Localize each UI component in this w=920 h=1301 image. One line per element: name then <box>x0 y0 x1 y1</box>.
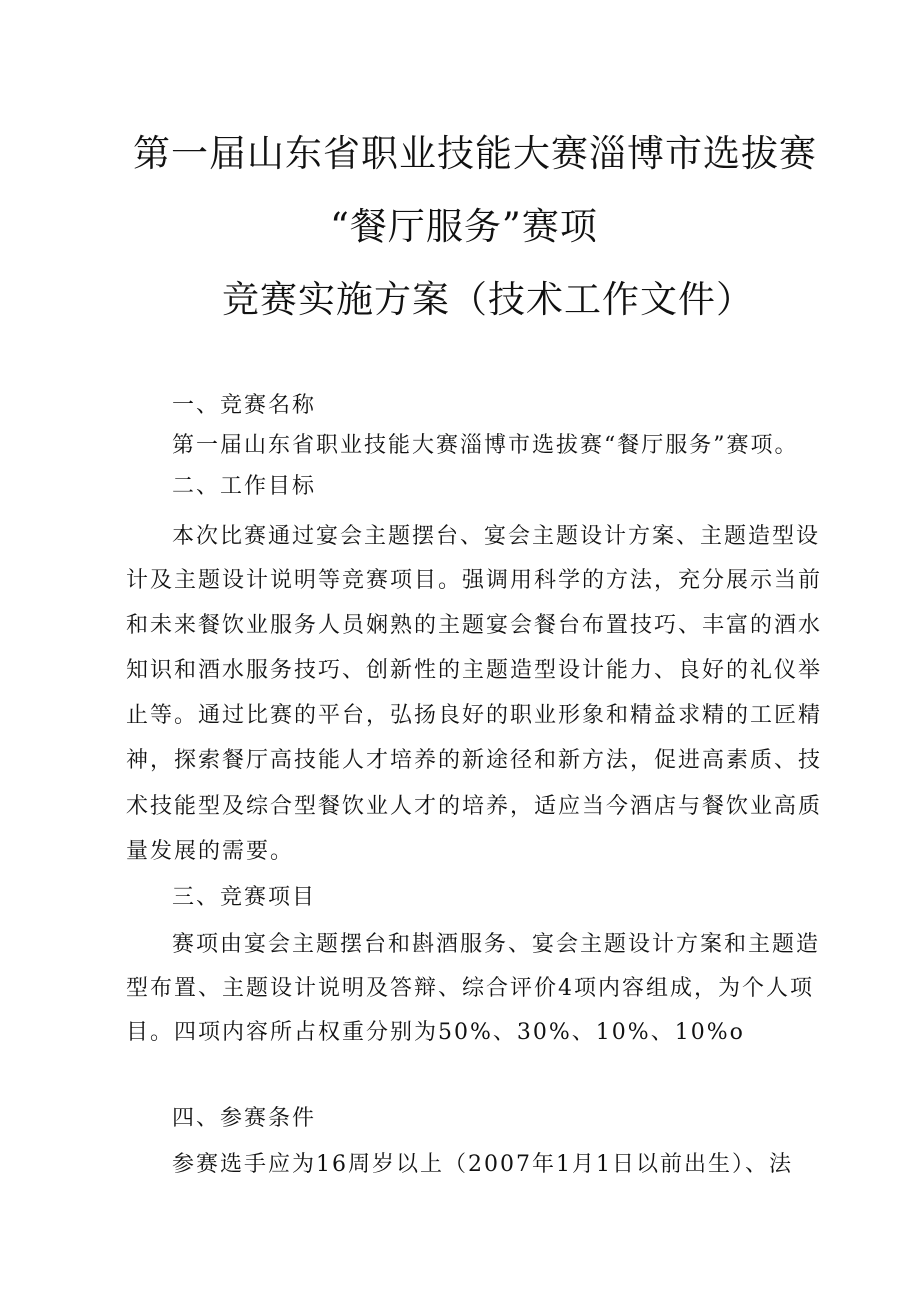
section-2-paragraph-line-4: 知识和酒水服务技巧、创新性的主题造型设计能力、良好的礼仪举 <box>126 658 823 683</box>
section-2-paragraph-line-1: 本次比赛通过宴会主题摆台、宴会主题设计方案、主题造型设 <box>172 524 821 549</box>
section-3-paragraph-line-2: 型布置、主题设计说明及答辩、综合评价4项内容组成，为个人项 <box>126 976 814 1001</box>
section-2-paragraph-line-8: 量发展的需要。 <box>126 839 295 864</box>
section-2-paragraph-line-3: 和未来餐饮业服务人员娴熟的主题宴会餐台布置技巧、丰富的酒水 <box>126 613 823 638</box>
document-title-line-2: “餐厅服务”赛项 <box>330 205 598 248</box>
document-title-line-1: 第一届山东省职业技能大赛淄博市选拔赛 <box>133 132 817 175</box>
section-heading-competition-items: 三、竞赛项目 <box>172 885 317 910</box>
section-2-paragraph-line-2: 计及主题设计说明等竞赛项目。强调用科学的方法，充分展示当前 <box>126 568 823 593</box>
section-2-paragraph-line-5: 止等。通过比赛的平台，弘扬良好的职业形象和精益求精的工匠精 <box>126 703 823 728</box>
section-3-paragraph-line-1: 赛项由宴会主题摆台和斟酒服务、宴会主题设计方案和主题造 <box>172 932 821 957</box>
section-2-paragraph-line-6: 神，探索餐厅高技能人才培养的新途径和新方法，促进高素质、技 <box>126 748 823 773</box>
section-heading-work-goals: 二、工作目标 <box>172 474 317 499</box>
section-4-paragraph-line-1: 参赛选手应为16周岁以上（2007年1月1日以前出生）、法 <box>172 1152 793 1177</box>
section-2-paragraph-line-7: 术技能型及综合型餐饮业人才的培养，适应当今酒店与餐饮业高质 <box>126 794 823 819</box>
section-3-paragraph-line-3: 目。四项内容所占权重分别为50%、30%、10%、10%o <box>126 1020 745 1045</box>
document-title-line-3: 竞赛实施方案（技术工作文件） <box>222 278 754 321</box>
section-heading-participation-conditions: 四、参赛条件 <box>172 1106 317 1131</box>
section-1-paragraph-line: 第一届山东省职业技能大赛淄博市选拔赛“餐厅服务”赛项。 <box>172 433 799 458</box>
section-heading-competition-name: 一、竞赛名称 <box>172 393 317 418</box>
